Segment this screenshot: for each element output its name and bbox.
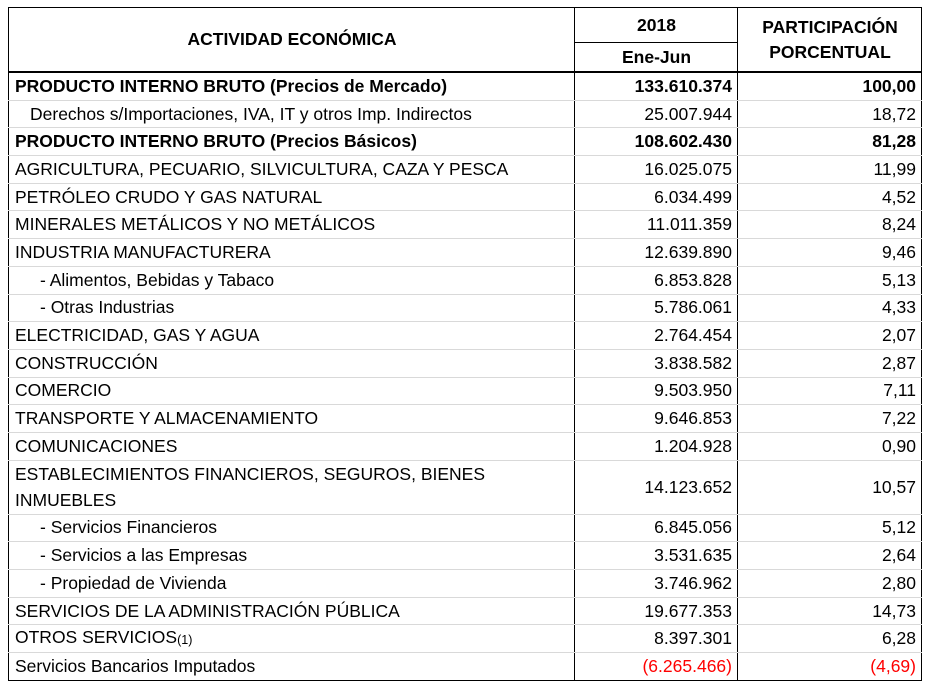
table-row bbox=[9, 405, 922, 433]
row-value: 25.007.944 bbox=[575, 100, 738, 128]
row-share: 4,33 bbox=[738, 294, 922, 322]
row-share: 6,28 bbox=[738, 625, 922, 653]
row-share: 9,46 bbox=[738, 239, 922, 267]
row-share: 2,64 bbox=[738, 542, 922, 570]
row-share: 10,57 bbox=[738, 460, 922, 514]
footnote-marker: (1) bbox=[177, 632, 193, 647]
row-value: 3.746.962 bbox=[575, 570, 738, 598]
row-label: OTROS SERVICIOS bbox=[15, 626, 178, 647]
header-period: Ene-Jun bbox=[575, 43, 738, 73]
row-value: 9.503.950 bbox=[575, 377, 738, 405]
header-share bbox=[738, 8, 922, 73]
row-value-negative: (6.265.466) bbox=[575, 653, 738, 681]
row-value: 3.531.635 bbox=[575, 542, 738, 570]
table-row bbox=[9, 211, 922, 239]
row-label: PRODUCTO INTERNO BRUTO (Precios Básicos) bbox=[9, 128, 575, 156]
row-value: 12.639.890 bbox=[575, 239, 738, 267]
row-label: INDUSTRIA MANUFACTURERA bbox=[9, 239, 575, 267]
row-share: 5,13 bbox=[738, 266, 922, 294]
row-value: 16.025.075 bbox=[575, 156, 738, 184]
row-share: 5,12 bbox=[738, 514, 922, 542]
table-row bbox=[9, 653, 922, 681]
row-share: 2,07 bbox=[738, 322, 922, 350]
row-value: 8.397.301 bbox=[575, 625, 738, 653]
table-row bbox=[9, 597, 922, 625]
table-row bbox=[9, 349, 922, 377]
table-row bbox=[9, 294, 922, 322]
row-share: 11,99 bbox=[738, 156, 922, 184]
row-label: COMERCIO bbox=[9, 377, 575, 405]
row-value: 9.646.853 bbox=[575, 405, 738, 433]
row-share: 18,72 bbox=[738, 100, 922, 128]
row-value: 11.011.359 bbox=[575, 211, 738, 239]
table-row bbox=[9, 542, 922, 570]
table-row bbox=[9, 432, 922, 460]
table-row bbox=[9, 128, 922, 156]
row-share: 0,90 bbox=[738, 432, 922, 460]
table-row bbox=[9, 514, 922, 542]
row-share: 100,00 bbox=[738, 72, 922, 100]
row-value: 5.786.061 bbox=[575, 294, 738, 322]
row-share: 8,24 bbox=[738, 211, 922, 239]
row-share-negative: (4,69) bbox=[738, 653, 922, 681]
table-row bbox=[9, 266, 922, 294]
row-share: 81,28 bbox=[738, 128, 922, 156]
row-label: PRODUCTO INTERNO BRUTO (Precios de Mercado) bbox=[9, 72, 575, 100]
row-label: - Propiedad de Vivienda bbox=[9, 570, 575, 598]
table-row bbox=[9, 570, 922, 598]
table-row bbox=[9, 72, 922, 100]
row-label: - Servicios Financieros bbox=[9, 514, 575, 542]
row-label: AGRICULTURA, PECUARIO, SILVICULTURA, CAZA Y PESCA bbox=[9, 156, 575, 184]
header-share-line2: PORCENTUAL bbox=[769, 41, 891, 62]
row-value: 6.845.056 bbox=[575, 514, 738, 542]
table-row bbox=[9, 156, 922, 184]
row-value: 2.764.454 bbox=[575, 322, 738, 350]
header-year: 2018 bbox=[575, 8, 738, 43]
row-value: 6.034.499 bbox=[575, 183, 738, 211]
table-row bbox=[9, 183, 922, 211]
row-label: ELECTRICIDAD, GAS Y AGUA bbox=[9, 322, 575, 350]
table-row bbox=[9, 322, 922, 350]
row-label: SERVICIOS DE LA ADMINISTRACIÓN PÚBLICA bbox=[9, 597, 575, 625]
row-share: 14,73 bbox=[738, 597, 922, 625]
row-share: 2,80 bbox=[738, 570, 922, 598]
row-share: 2,87 bbox=[738, 349, 922, 377]
row-label: TRANSPORTE Y ALMACENAMIENTO bbox=[9, 405, 575, 433]
row-share: 7,22 bbox=[738, 405, 922, 433]
row-label: MINERALES METÁLICOS Y NO METÁLICOS bbox=[9, 211, 575, 239]
row-label: CONSTRUCCIÓN bbox=[9, 349, 575, 377]
table-row bbox=[9, 377, 922, 405]
gdp-table-body bbox=[9, 8, 922, 681]
row-label: PETRÓLEO CRUDO Y GAS NATURAL bbox=[9, 183, 575, 211]
header-activity: ACTIVIDAD ECONÓMICA bbox=[9, 8, 575, 73]
row-label: Derechos s/Importaciones, IVA, IT y otros Imp. Indirectos bbox=[9, 100, 575, 128]
row-value: 108.602.430 bbox=[575, 128, 738, 156]
row-label: - Servicios a las Empresas bbox=[9, 542, 575, 570]
row-value: 1.204.928 bbox=[575, 432, 738, 460]
row-value: 19.677.353 bbox=[575, 597, 738, 625]
table-row bbox=[9, 239, 922, 267]
row-value: 6.853.828 bbox=[575, 266, 738, 294]
header-share-line1: PARTICIPACIÓN bbox=[762, 16, 898, 37]
row-label-cell bbox=[9, 625, 575, 653]
table-row bbox=[9, 100, 922, 128]
table-row bbox=[9, 625, 922, 653]
table-row bbox=[9, 460, 922, 514]
row-label: ESTABLECIMIENTOS FINANCIEROS, SEGUROS, BIENES INMUEBLES bbox=[9, 460, 575, 514]
gdp-table bbox=[8, 7, 922, 681]
row-value: 133.610.374 bbox=[575, 72, 738, 100]
row-share: 4,52 bbox=[738, 183, 922, 211]
row-label: COMUNICACIONES bbox=[9, 432, 575, 460]
row-label: - Otras Industrias bbox=[9, 294, 575, 322]
row-value: 14.123.652 bbox=[575, 460, 738, 514]
row-share: 7,11 bbox=[738, 377, 922, 405]
row-value: 3.838.582 bbox=[575, 349, 738, 377]
row-label: - Alimentos, Bebidas y Tabaco bbox=[9, 266, 575, 294]
row-label: Servicios Bancarios Imputados bbox=[9, 653, 575, 681]
header-row bbox=[9, 8, 922, 43]
